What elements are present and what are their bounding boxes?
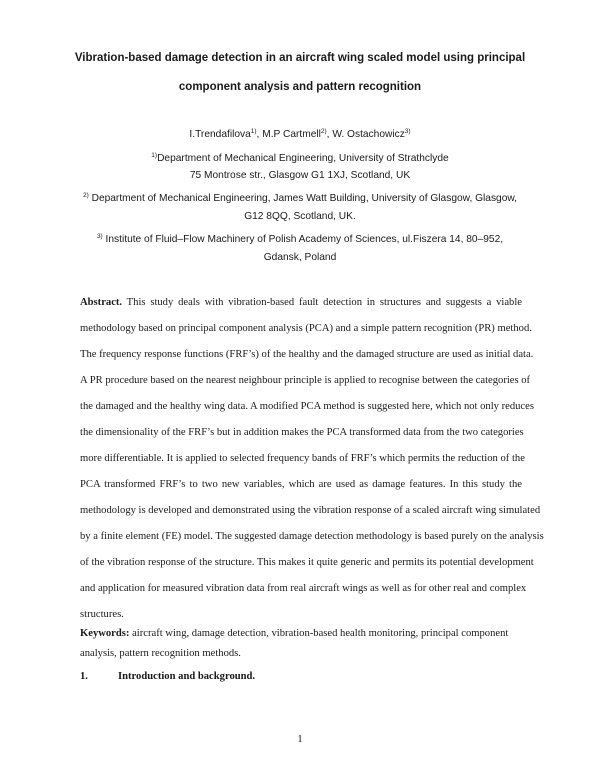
abstract-line-10: by a finite element (FE) model. The suggested damage detection methodology is based purely on the analysis (80, 531, 544, 542)
abstract-label: Abstract. (80, 297, 123, 308)
keywords-line-1-text: aircraft wing, damage detection, vibration-based health monitoring, principal component (129, 628, 509, 639)
author-2-affil-mark: 2) (320, 128, 327, 135)
affiliation-2-text: Department of Mechanical Engineering, James Watt Building, University of Glasgow, Glasgow, (88, 193, 518, 204)
affiliation-3-line-1 (60, 233, 540, 246)
author-cartmell: , M.P Cartmell (256, 129, 321, 140)
keywords-label: Keywords: (80, 628, 130, 639)
author-list (60, 128, 540, 141)
page-number: 1 (297, 733, 303, 745)
keywords-line-1 (80, 627, 522, 640)
abstract-line-2: methodology based on principal component analysis (PCA) and a simple pattern recognition (PR) method. (80, 323, 532, 334)
affiliation-1-line-1 (60, 152, 540, 165)
affiliation-3-text: Institute of Fluid–Flow Machinery of Polish Academy of Sciences, ul.Fiszera 14, 80–952, (102, 234, 504, 245)
affiliation-1-text: Department of Mechanical Engineering, University of Strathclyde (157, 153, 449, 164)
section-number: 1. (80, 671, 88, 682)
author-3-affil-mark: 3) (404, 128, 411, 135)
author-1-affil-mark: 1) (250, 128, 257, 135)
affiliation-2-line-1 (60, 192, 540, 205)
abstract-line-5: the damaged and the healthy wing data. A modified PCA method is suggested here, which not only reduces (80, 401, 534, 412)
abstract-line-7: more differentiable. It is applied to selected frequency bands of FRF’s which permits the reduction of the (80, 453, 525, 464)
abstract-line-6: the dimensionality of the FRF’s but in addition makes the PCA transformed data from the two categories (80, 427, 524, 438)
affiliation-3-line-2: Gdansk, Poland (263, 252, 337, 263)
abstract-line-8: PCA transformed FRF’s to two new variables, which are used as damage features. In this study the (80, 479, 522, 490)
author-trendafilova: I.Trendafilova (189, 129, 251, 140)
abstract-line-13: structures. (80, 609, 124, 620)
affiliation-2-line-2: G12 8QQ, Scotland, UK. (244, 211, 356, 222)
affiliation-2-mark: 2) (82, 192, 89, 199)
abstract-line-1 (80, 296, 522, 309)
section-title: Introduction and background. (118, 671, 256, 682)
keywords-line-2: analysis, pattern recognition methods. (80, 648, 241, 659)
affiliation-1-mark: 1) (151, 152, 158, 159)
affiliation-1-line-2: 75 Montrose str., Glasgow G1 1XJ, Scotland, UK (189, 170, 411, 181)
paper-title-line-1: Vibration-based damage detection in an aircraft wing scaled model using principal (74, 52, 526, 64)
author-ostachowicz: , W. Ostachowicz (326, 129, 405, 140)
abstract-line-12: and application for measured vibration data from real aircraft wings as well as for other real and complex (80, 583, 527, 594)
paper-title-line-2: component analysis and pattern recognition (178, 81, 422, 93)
abstract-line-3: The frequency response functions (FRF’s) of the healthy and the damaged structure are used as initial data. (80, 349, 534, 360)
affiliation-3-mark: 3) (96, 233, 103, 240)
abstract-line-4: A PR procedure based on the nearest neighbour principle is applied to recognise between the categories of (80, 375, 531, 386)
abstract-line-11: of the vibration response of the structure. This makes it quite generic and permits its potential development (80, 557, 534, 568)
abstract-line-1-text: This study deals with vibration-based fault detection in structures and suggests a viable (122, 297, 522, 308)
section-heading (80, 671, 255, 682)
abstract-line-9: methodology is developed and demonstrated using the vibration response of a scaled aircraft wing simulated (80, 505, 541, 516)
